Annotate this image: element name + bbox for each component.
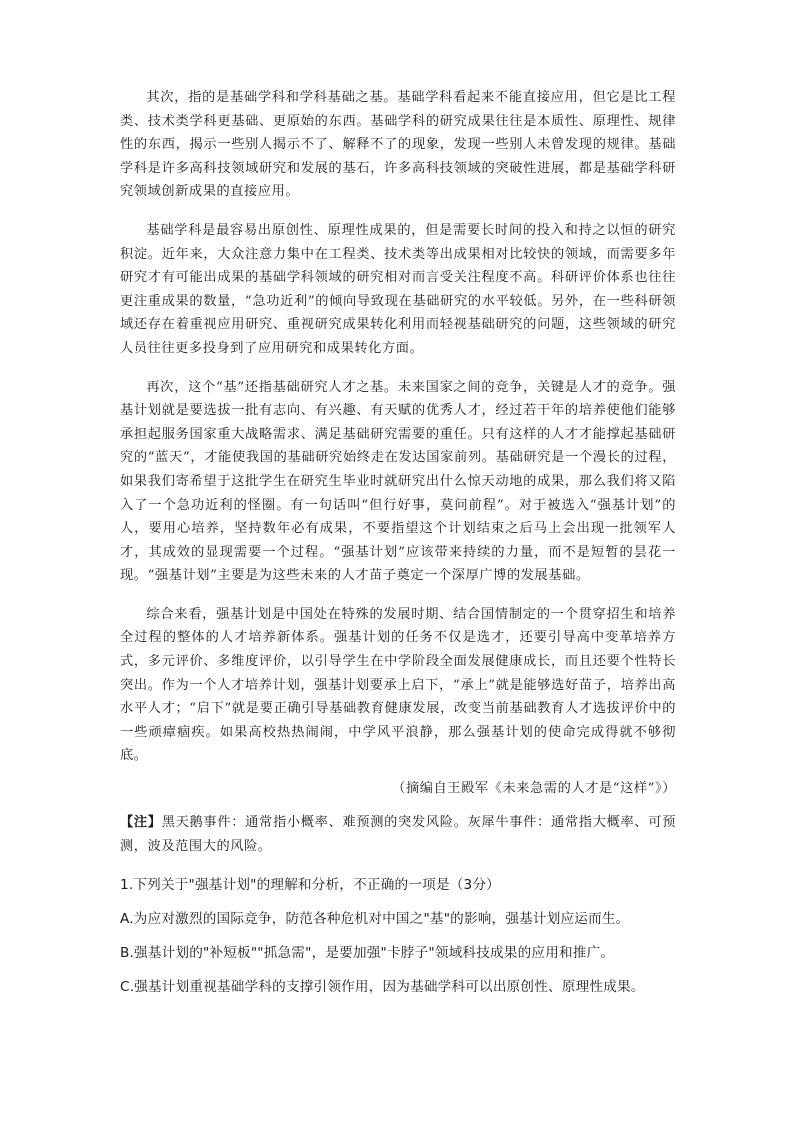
article-paragraph-1: 其次，指的是基础学科和学科基础之基。基础学科看起来不能直接应用，但它是比工程类、技术类学科更基础、更原始的东西。基础学科的研究成果往往是本质性、原理性、规律性的东西，揭示一些别人揭示不了、解释不了的现象，发现一些别人未曾发现的规律。基础学科是许多高科技领域研究和发展的基石，许多高科技领域的突破性进展，都是基础学科研究领域创新成果的直接应用。: [120, 90, 676, 200]
article-paragraph-3: 再次，这个“基”还指基础研究人才之基。未来国家之间的竞争，关键是人才的竞争。强基计划就是要选拔一批有志向、有兴趣、有天赋的优秀人才，经过若干年的培养使他们能够承担起服务国家重大战略需求、满足基础研究需要的重任。只有这样的人才才能撑起基础研究的“蓝天”，才能使我国的基础研究始终走在发达国家前列。基础研究是一个漫长的过程，如果我们寄希望于这批学生在研究生毕业时就研究出什么惊天动地的成果，那么我们将又陷入了一个急功近利的怪圈。有一句话叫“但行好事，莫问前程”。对于被选入“强基计划”的人，要用心培养，坚持数年必有成果，不要指望这个计划结束之后马上会出现一批领军人才，其成效的显现需要一个过程。“强基计划”应该带来持续的力量，而不是短暂的昙花一现。“强基计划”主要是为这些未来的人才苗子奠定一个深厚广博的发展基础。: [120, 379, 676, 584]
footnote-tag: 【注】: [120, 815, 162, 831]
article-source: （摘编自王殿军《未来急需的人才是“这样”》）: [392, 781, 676, 797]
footnote: [120, 811, 676, 858]
question-option-c: C.强基计划重视基础学科的支撑引领作用，因为基础学科可以出原创性、原理性成果。: [120, 979, 645, 996]
document-page: [120, 86, 676, 1010]
question-option-a: A.为应对激烈的国际竞争，防范各种危机对中国之"基"的影响，强基计划应运而生。: [120, 911, 630, 928]
article-paragraph-4: 综合来看，强基计划是中国处在特殊的发展时期、结合国情制定的一个贯穿招生和培养全过程的整体的人才培养新体系。强基计划的任务不仅是选才，还要引导高中变革培养方式，多元评价、多维度评价，以引导学生在中学阶段全面发展健康成长，而且还要个性特长突出。作为一个人才培养计划，强基计划要承上启下，“承上”就是能够选好苗子，培养出高水平人才；“启下”就是要正确引导基础教育健康发展，改变当前基础教育人才选拔评价中的一些顽瘴痼疾。如果高校热热闹闹，中学风平浪静，那么强基计划的使命完成得就不够彻底。: [120, 606, 676, 764]
footnote-text: 黑天鹅事件：通常指小概率、难预测的突发风险。灰犀牛事件：通常指大概率、可预测，波及范围大的风险。: [120, 815, 676, 854]
question-option-b: B.强基计划的"补短板""抓急需"，是要加强"卡脖子"领域科技成果的应用和推广。: [120, 945, 615, 962]
question-stem: 1.下列关于"强基计划"的理解和分析，不正确的一项是（3分）: [120, 877, 500, 894]
article-paragraph-2: 基础学科是最容易出原创性、原理性成果的，但是需要长时间的投入和持之以恒的研究积淀。近年来，大众注意力集中在工程类、技术类等出成果相对比较快的领域，而需要多年研究才有可能出成果的基础学科领域的研究相对而言受关注程度不高。科研评价体系也往往更注重成果的数量，“急功近利”的倾向导致现在基础研究的水平较低。另外，在一些科研领域还存在着重视应用研究、重视研究成果转化利用而轻视基础研究的问题，这些领域的研究人员往往更多投身到了应用研究和成果转化方面。: [120, 222, 676, 356]
